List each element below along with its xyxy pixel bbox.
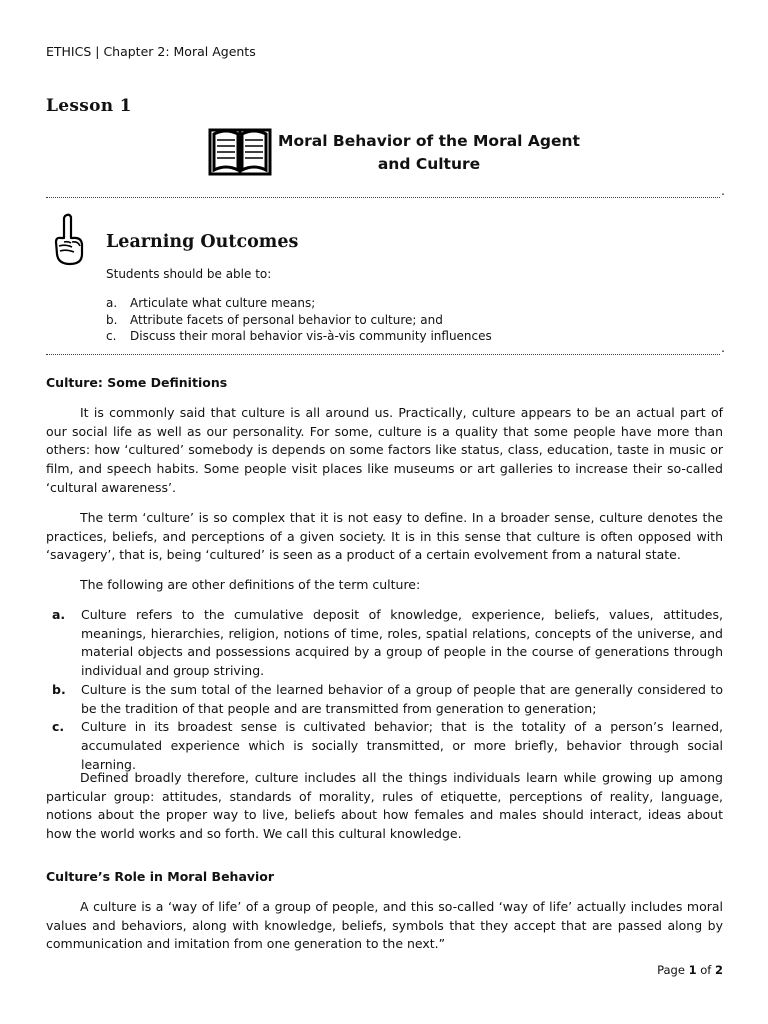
learning-outcomes-heading: Learning Outcomes (106, 232, 299, 252)
list-text: Culture in its broadest sense is cultivated behavior; that is the totality of a person’s learned, accumulated experience which is socially transmitted, or more briefly, behavior through social learning. (81, 719, 723, 772)
definitions-list (46, 606, 723, 774)
dotted-divider (46, 354, 720, 355)
paragraph: Defined broadly therefore, culture includes all the things individuals learn while growing up among particular group: attitudes, standards of morality, rules of etiquette, perceptions of reality, language, notions about the proper way to live, beliefs about how females and males should interact, ideas about how the world works and so forth. We call this cultural knowledge. (46, 770, 723, 842)
pointing-hand-icon (52, 212, 86, 266)
list-item (46, 681, 723, 718)
book-icon (206, 124, 274, 180)
list-marker: a. (106, 296, 118, 310)
lesson-title-line-1: Moral Behavior of the Moral Agent (278, 132, 580, 150)
running-header: ETHICS | Chapter 2: Moral Agents (46, 44, 256, 59)
lesson-title-line-2: and Culture (377, 155, 481, 173)
list-marker: c. (52, 719, 65, 735)
list-marker: c. (106, 329, 117, 343)
list-marker: a. (52, 607, 66, 622)
lesson-label: Lesson 1 (46, 96, 132, 116)
list-item (106, 312, 492, 329)
list-item (46, 718, 723, 774)
list-marker: b. (106, 312, 118, 327)
list-item (106, 295, 492, 312)
current-page: 1 (688, 963, 697, 977)
dotted-divider (46, 197, 720, 198)
lesson-title (270, 130, 588, 176)
list-item (46, 606, 723, 681)
paragraph: It is commonly said that culture is all around us. Practically, culture appears to be an actual part of our social life as well as our personality. For some, culture is a quality that some people have more than others: how ‘cultured’ somebody is depends on some factors like status, class, education, taste in music or film, and speech habits. Some people visit places like museums or art galleries to increase their so-called ‘cultural awareness’. (46, 405, 723, 495)
learning-outcomes-list (106, 295, 492, 345)
list-text: Culture refers to the cumulative deposit of knowledge, experience, beliefs, values, attitudes, meanings, hierarchies, religion, notions of time, roles, spatial relations, concepts of the universe, and material objects and possessions acquired by a group of people in the course of generations through individual and group striving. (81, 607, 723, 679)
list-marker: b. (52, 681, 66, 697)
total-pages: 2 (714, 963, 723, 977)
page-footer (657, 963, 723, 977)
paragraph: A culture is a ‘way of life’ of a group of people, and this so-called ‘way of life’ actually includes moral values and behaviors, along with knowledge, beliefs, symbols that they accept that are passed along by communication and imitation from one generation to the next.” (46, 899, 723, 952)
list-item (106, 328, 492, 345)
page-word: Page (657, 963, 685, 977)
section-heading-definitions: Culture: Some Definitions (46, 375, 228, 390)
paragraph: The term ‘culture’ is so complex that it is not easy to define. In a broader sense, culture denotes the practices, beliefs, and perceptions of a given society. It is in this sense that culture is often opposed with ‘savagery’, that is, being ‘cultured’ is seen as a product of a certain evolvement from a natural state. (46, 510, 723, 563)
list-text: Discuss their moral behavior vis-à-vis community influences (130, 329, 492, 343)
list-text: Articulate what culture means; (130, 296, 316, 310)
learning-outcomes-intro: Students should be able to: (106, 267, 272, 281)
list-text: Attribute facets of personal behavior to culture; and (130, 312, 443, 327)
of-word: of (700, 963, 712, 977)
section-heading-role: Culture’s Role in Moral Behavior (46, 869, 275, 884)
paragraph: The following are other definitions of the term culture: (80, 577, 421, 592)
list-text: Culture is the sum total of the learned behavior of a group of people that are generally considered to be the tradition of that people and are transmitted from generation to generation; (81, 681, 723, 716)
